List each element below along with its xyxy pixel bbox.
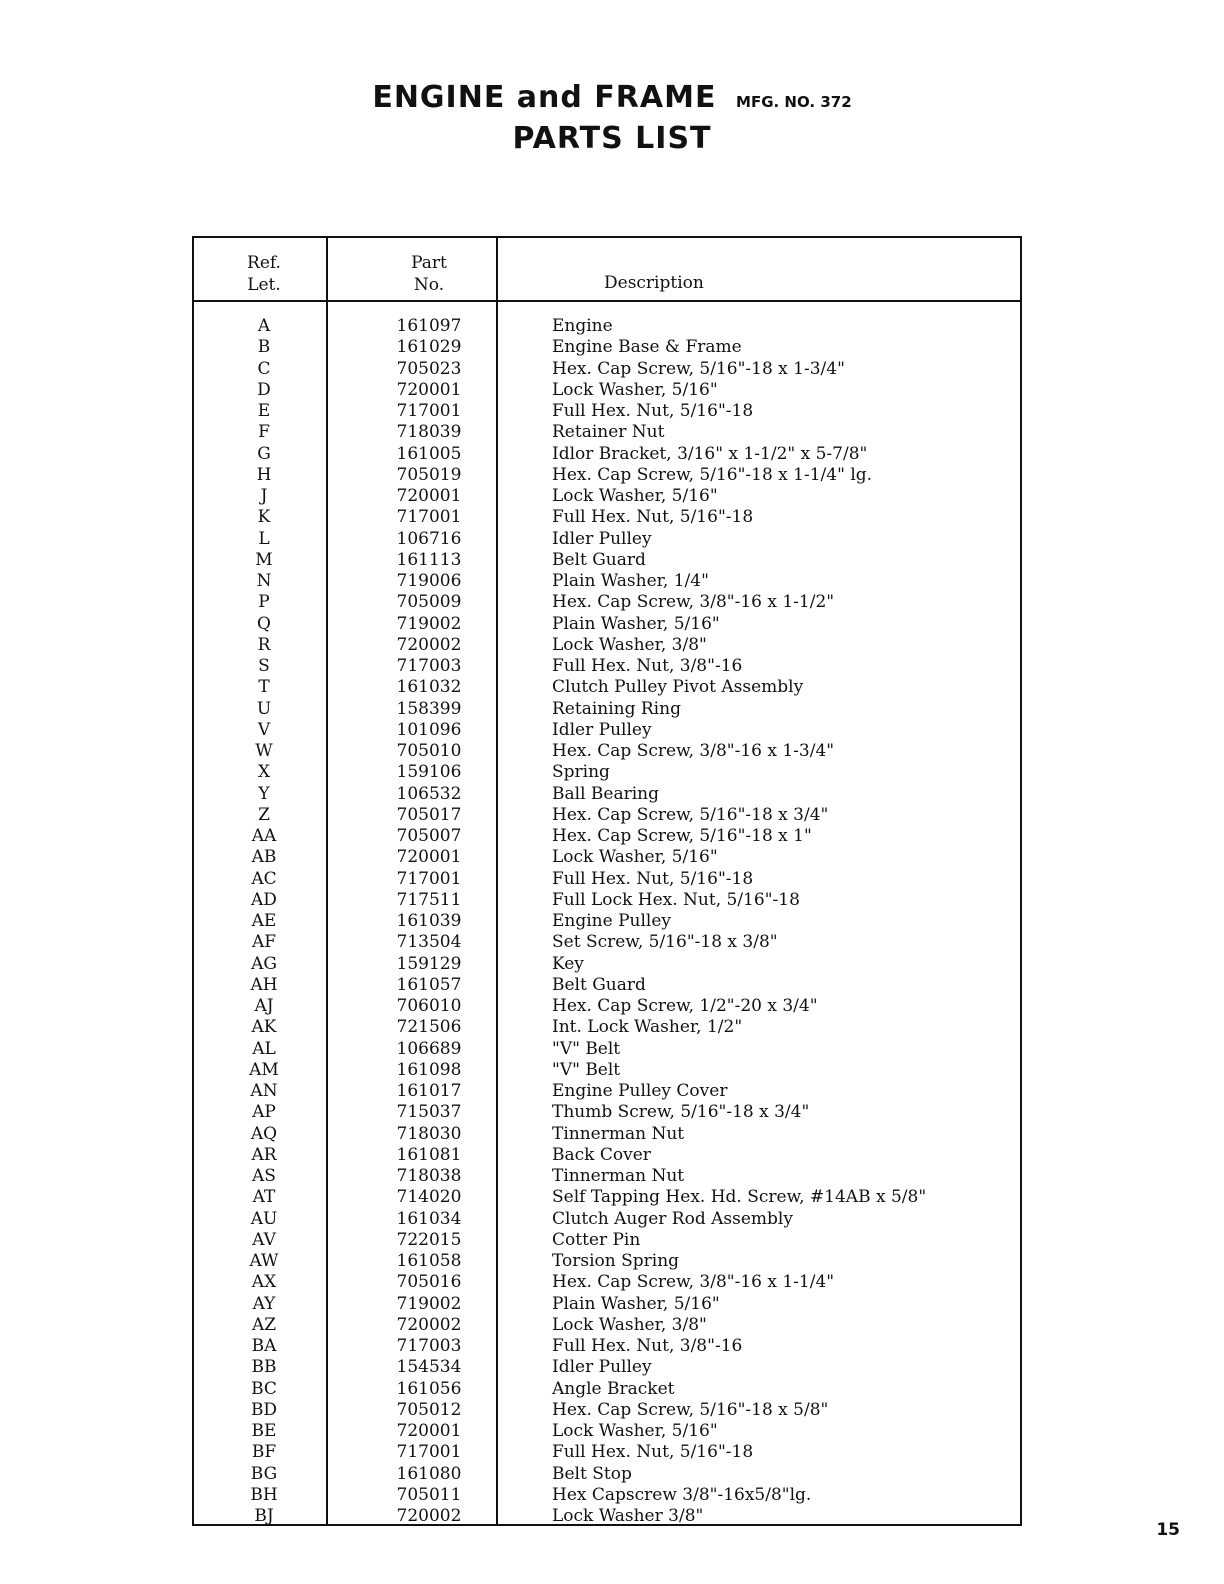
ref-letter: AY bbox=[252, 1293, 276, 1314]
table-row bbox=[194, 571, 1020, 592]
table-row bbox=[194, 1060, 1020, 1081]
description: Back Cover bbox=[552, 1144, 651, 1165]
table-row bbox=[194, 1102, 1020, 1123]
ref-letter: F bbox=[258, 422, 270, 443]
part-number: 717003 bbox=[396, 1336, 462, 1356]
ref-letter: L bbox=[258, 528, 270, 549]
ref-letter: X bbox=[257, 762, 271, 783]
part-number: 717001 bbox=[396, 401, 462, 421]
description: Set Screw, 5/16"-18 x 3/8" bbox=[552, 932, 778, 953]
ref-letter: U bbox=[256, 698, 272, 719]
table-row bbox=[194, 1039, 1020, 1060]
title-line2: PARTS LIST bbox=[512, 121, 712, 156]
ref-letter: AT bbox=[252, 1187, 276, 1208]
table-row bbox=[194, 465, 1020, 486]
part-number: 719002 bbox=[396, 613, 462, 634]
ref-letter: AQ bbox=[250, 1123, 278, 1144]
table-row bbox=[194, 847, 1020, 868]
parts-table bbox=[192, 236, 1022, 1526]
description: Hex. Cap Screw, 5/16"-18 x 1-1/4" lg. bbox=[552, 464, 873, 485]
part-number: 159106 bbox=[396, 762, 462, 783]
table-row bbox=[194, 1187, 1020, 1208]
description: Hex. Cap Screw, 3/8"-16 x 1-1/4" bbox=[552, 1272, 835, 1293]
part-number: 161034 bbox=[396, 1208, 462, 1229]
part-number: 161080 bbox=[396, 1463, 462, 1484]
part-number: 705012 bbox=[396, 1399, 462, 1420]
ref-letter: AL bbox=[252, 1038, 276, 1059]
part-number: 722015 bbox=[396, 1229, 462, 1250]
table-row bbox=[194, 592, 1020, 613]
description: "V" Belt bbox=[552, 1038, 621, 1059]
table-row bbox=[194, 1400, 1020, 1421]
table-row bbox=[194, 826, 1020, 847]
ref-letter: BJ bbox=[254, 1506, 274, 1526]
description: Ball Bearing bbox=[552, 783, 659, 804]
description: Hex. Cap Screw, 3/8"-16 x 1-1/2" bbox=[552, 592, 835, 613]
table-row bbox=[194, 422, 1020, 443]
description: Angle Bracket bbox=[552, 1378, 675, 1399]
part-number: 159129 bbox=[396, 953, 462, 974]
part-number: 705023 bbox=[396, 358, 462, 379]
header-part-no: Part No. bbox=[411, 253, 447, 295]
table-row bbox=[194, 1506, 1020, 1527]
part-number: 154534 bbox=[396, 1357, 462, 1378]
description: Plain Washer, 5/16" bbox=[552, 1293, 720, 1314]
ref-letter: AU bbox=[250, 1208, 278, 1229]
ref-letter: Z bbox=[258, 804, 270, 825]
ref-letter: AC bbox=[251, 868, 277, 889]
ref-letter: AJ bbox=[254, 996, 274, 1016]
description: Lock Washer, 5/16" bbox=[552, 847, 718, 868]
table-row bbox=[194, 954, 1020, 975]
part-number: 717003 bbox=[396, 656, 462, 676]
ref-letter: V bbox=[257, 719, 271, 740]
mfg-number: MFG. NO. 372 bbox=[736, 93, 852, 111]
part-number: 720002 bbox=[396, 634, 462, 655]
ref-letter: AV bbox=[252, 1229, 276, 1250]
part-number: 161058 bbox=[396, 1251, 462, 1271]
description: Belt Guard bbox=[552, 549, 646, 570]
description: Engine Pulley bbox=[552, 911, 672, 931]
part-number: 161057 bbox=[396, 974, 462, 995]
title-line1: ENGINE and FRAME bbox=[372, 80, 717, 115]
ref-letter: BF bbox=[251, 1442, 277, 1463]
table-row bbox=[194, 1357, 1020, 1378]
table-row bbox=[194, 507, 1020, 528]
table-row bbox=[194, 401, 1020, 422]
table-row bbox=[194, 529, 1020, 550]
ref-letter: AM bbox=[249, 1059, 279, 1080]
part-number: 161039 bbox=[396, 911, 462, 931]
table-row bbox=[194, 635, 1020, 656]
description: Lock Washer, 3/8" bbox=[552, 1314, 707, 1335]
part-number: 717001 bbox=[396, 1442, 462, 1463]
table-row bbox=[194, 444, 1020, 465]
part-number: 705016 bbox=[396, 1272, 462, 1293]
description: Engine Pulley Cover bbox=[552, 1081, 728, 1101]
part-number: 718039 bbox=[396, 422, 462, 443]
description: Key bbox=[552, 953, 584, 974]
table-row bbox=[194, 1124, 1020, 1145]
part-number: 161029 bbox=[396, 337, 462, 358]
ref-letter: AH bbox=[250, 974, 278, 995]
part-number: 718038 bbox=[396, 1166, 462, 1186]
ref-letter: AE bbox=[251, 911, 277, 931]
table-row bbox=[194, 975, 1020, 996]
part-number: 720002 bbox=[396, 1314, 462, 1335]
table-row bbox=[194, 890, 1020, 911]
ref-letter: D bbox=[257, 379, 271, 400]
table-row bbox=[194, 1272, 1020, 1293]
ref-letter: BH bbox=[250, 1484, 278, 1505]
part-number: 717001 bbox=[396, 868, 462, 889]
description: Full Hex. Nut, 5/16"-18 bbox=[552, 507, 754, 528]
table-row bbox=[194, 316, 1020, 337]
description: Torsion Spring bbox=[552, 1251, 680, 1271]
part-number: 718030 bbox=[396, 1123, 462, 1144]
description: Engine Base & Frame bbox=[552, 337, 742, 358]
ref-letter: R bbox=[257, 634, 271, 655]
part-number: 705010 bbox=[396, 741, 462, 761]
ref-letter: AD bbox=[251, 889, 277, 910]
table-row bbox=[194, 741, 1020, 762]
table-row bbox=[194, 805, 1020, 826]
part-number: 720001 bbox=[396, 486, 462, 506]
table-row bbox=[194, 932, 1020, 953]
description: Idler Pulley bbox=[552, 719, 652, 740]
description: Hex. Cap Screw, 5/16"-18 x 5/8" bbox=[552, 1399, 829, 1420]
ref-letter: E bbox=[257, 401, 271, 421]
page-title bbox=[0, 80, 1224, 156]
description: Full Lock Hex. Nut, 5/16"-18 bbox=[552, 889, 800, 910]
ref-letter: BC bbox=[251, 1378, 277, 1399]
description: Hex. Cap Screw, 3/8"-16 x 1-3/4" bbox=[552, 741, 835, 761]
part-number: 161098 bbox=[396, 1059, 462, 1080]
ref-letter: H bbox=[256, 464, 272, 485]
ref-letter: W bbox=[255, 741, 273, 761]
ref-letter: BG bbox=[250, 1463, 278, 1484]
ref-letter: S bbox=[258, 656, 270, 676]
description: Full Hex. Nut, 5/16"-18 bbox=[552, 868, 754, 889]
ref-letter: BE bbox=[251, 1421, 277, 1441]
part-number: 717001 bbox=[396, 507, 462, 528]
table-row bbox=[194, 1336, 1020, 1357]
table-row bbox=[194, 380, 1020, 401]
part-number: 106689 bbox=[396, 1038, 462, 1059]
part-number: 161017 bbox=[396, 1081, 462, 1101]
part-number: 161056 bbox=[396, 1378, 462, 1399]
header-description: Description bbox=[604, 273, 704, 293]
table-row bbox=[194, 337, 1020, 358]
ref-letter: G bbox=[257, 443, 271, 464]
table-row bbox=[194, 1294, 1020, 1315]
description: Hex. Cap Screw, 1/2"-20 x 3/4" bbox=[552, 996, 818, 1016]
part-number: 719006 bbox=[396, 571, 462, 591]
table-body bbox=[194, 316, 1020, 1527]
part-number: 720001 bbox=[396, 847, 462, 868]
part-number: 161081 bbox=[396, 1144, 462, 1165]
part-number: 705009 bbox=[396, 592, 462, 613]
part-number: 101096 bbox=[396, 719, 462, 740]
description: Full Hex. Nut, 3/8"-16 bbox=[552, 656, 743, 676]
table-row bbox=[194, 1017, 1020, 1038]
description: Int. Lock Washer, 1/2" bbox=[552, 1017, 743, 1038]
ref-letter: K bbox=[257, 507, 271, 528]
part-number: 158399 bbox=[396, 698, 462, 719]
ref-letter: AP bbox=[252, 1102, 276, 1123]
ref-letter: BD bbox=[250, 1399, 278, 1420]
part-number: 715037 bbox=[396, 1102, 462, 1123]
ref-letter: BA bbox=[251, 1336, 277, 1356]
table-row bbox=[194, 1464, 1020, 1485]
description: Retainer Nut bbox=[552, 422, 665, 443]
part-number: 705007 bbox=[396, 826, 462, 846]
ref-letter: P bbox=[258, 592, 270, 613]
ref-letter: B bbox=[257, 337, 271, 358]
table-row bbox=[194, 1485, 1020, 1506]
header-ref-let: Ref. Let. bbox=[247, 253, 281, 295]
description: Lock Washer, 3/8" bbox=[552, 634, 707, 655]
header-divider bbox=[194, 300, 1020, 302]
part-number: 720001 bbox=[396, 1421, 462, 1441]
part-number: 721506 bbox=[396, 1017, 462, 1038]
table-row bbox=[194, 869, 1020, 890]
description: Lock Washer, 5/16" bbox=[552, 1421, 718, 1441]
description: Idlor Bracket, 3/16" x 1-1/2" x 5-7/8" bbox=[552, 443, 868, 464]
ref-letter: Q bbox=[257, 613, 271, 634]
ref-letter: M bbox=[255, 549, 273, 570]
table-row bbox=[194, 1315, 1020, 1336]
description: Tinnerman Nut bbox=[552, 1166, 685, 1186]
part-number: 106532 bbox=[396, 783, 462, 804]
table-row bbox=[194, 784, 1020, 805]
ref-letter: BB bbox=[251, 1357, 277, 1378]
part-number: 706010 bbox=[396, 996, 462, 1016]
description: Full Hex. Nut, 5/16"-18 bbox=[552, 1442, 754, 1463]
description: Spring bbox=[552, 762, 610, 783]
ref-letter: J bbox=[260, 486, 268, 506]
part-number: 719002 bbox=[396, 1293, 462, 1314]
description: Hex. Cap Screw, 5/16"-18 x 1" bbox=[552, 826, 812, 846]
ref-letter: AX bbox=[251, 1272, 277, 1293]
description: Plain Washer, 1/4" bbox=[552, 571, 709, 591]
description: Idler Pulley bbox=[552, 528, 652, 549]
ref-letter: Y bbox=[258, 783, 270, 804]
ref-letter: AA bbox=[251, 826, 277, 846]
description: Lock Washer, 5/16" bbox=[552, 379, 718, 400]
description: Engine bbox=[552, 316, 613, 336]
table-row bbox=[194, 550, 1020, 571]
ref-letter: A bbox=[257, 316, 271, 336]
part-number: 713504 bbox=[396, 932, 462, 953]
description: Belt Guard bbox=[552, 974, 646, 995]
ref-letter: T bbox=[258, 677, 270, 698]
description: Hex. Cap Screw, 5/16"-18 x 3/4" bbox=[552, 804, 829, 825]
table-row bbox=[194, 614, 1020, 635]
table-row bbox=[194, 996, 1020, 1017]
ref-letter: AZ bbox=[251, 1314, 277, 1335]
description: Tinnerman Nut bbox=[552, 1123, 685, 1144]
part-number: 717511 bbox=[396, 889, 462, 910]
table-row bbox=[194, 911, 1020, 932]
table-row bbox=[194, 677, 1020, 698]
table-row bbox=[194, 359, 1020, 380]
table-row bbox=[194, 1145, 1020, 1166]
description: Cotter Pin bbox=[552, 1229, 641, 1250]
description: "V" Belt bbox=[552, 1059, 621, 1080]
ref-letter: AR bbox=[251, 1144, 277, 1165]
table-row bbox=[194, 1230, 1020, 1251]
description: Lock Washer 3/8" bbox=[552, 1506, 704, 1526]
description: Belt Stop bbox=[552, 1463, 632, 1484]
description: Retaining Ring bbox=[552, 698, 681, 719]
description: Clutch Auger Rod Assembly bbox=[552, 1208, 793, 1229]
description: Self Tapping Hex. Hd. Screw, #14AB x 5/8" bbox=[552, 1187, 927, 1208]
description: Plain Washer, 5/16" bbox=[552, 613, 720, 634]
table-row bbox=[194, 1379, 1020, 1400]
description: Hex Capscrew 3/8"-16x5/8"lg. bbox=[552, 1484, 812, 1505]
ref-letter: AB bbox=[251, 847, 277, 868]
description: Clutch Pulley Pivot Assembly bbox=[552, 677, 804, 698]
part-number: 161113 bbox=[396, 549, 462, 570]
part-number: 705011 bbox=[396, 1484, 462, 1505]
table-row bbox=[194, 720, 1020, 741]
ref-letter: C bbox=[257, 358, 271, 379]
table-row bbox=[194, 1442, 1020, 1463]
table-row bbox=[194, 486, 1020, 507]
page-number: 15 bbox=[1156, 1520, 1180, 1540]
part-number: 106716 bbox=[396, 528, 462, 549]
ref-letter: AS bbox=[252, 1166, 276, 1186]
description: Hex. Cap Screw, 5/16"-18 x 1-3/4" bbox=[552, 358, 845, 379]
part-number: 161097 bbox=[396, 316, 462, 336]
description: Full Hex. Nut, 5/16"-18 bbox=[552, 401, 754, 421]
part-number: 705019 bbox=[396, 464, 462, 485]
description: Full Hex. Nut, 3/8"-16 bbox=[552, 1336, 743, 1356]
table-row bbox=[194, 1421, 1020, 1442]
ref-letter: AF bbox=[251, 932, 277, 953]
table-row bbox=[194, 1081, 1020, 1102]
table-row bbox=[194, 762, 1020, 783]
part-number: 705017 bbox=[396, 804, 462, 825]
table-row bbox=[194, 699, 1020, 720]
description: Lock Washer, 5/16" bbox=[552, 486, 718, 506]
description: Idler Pulley bbox=[552, 1357, 652, 1378]
part-number: 720001 bbox=[396, 379, 462, 400]
description: Thumb Screw, 5/16"-18 x 3/4" bbox=[552, 1102, 810, 1123]
part-number: 714020 bbox=[396, 1187, 462, 1208]
ref-letter: AN bbox=[250, 1081, 278, 1101]
part-number: 161005 bbox=[396, 443, 462, 464]
table-row bbox=[194, 1251, 1020, 1272]
table-row bbox=[194, 656, 1020, 677]
ref-letter: N bbox=[256, 571, 272, 591]
part-number: 161032 bbox=[396, 677, 462, 698]
ref-letter: AG bbox=[251, 953, 277, 974]
part-number: 720002 bbox=[396, 1506, 462, 1526]
table-row bbox=[194, 1209, 1020, 1230]
table-row bbox=[194, 1166, 1020, 1187]
ref-letter: AK bbox=[251, 1017, 277, 1038]
ref-letter: AW bbox=[249, 1251, 279, 1271]
